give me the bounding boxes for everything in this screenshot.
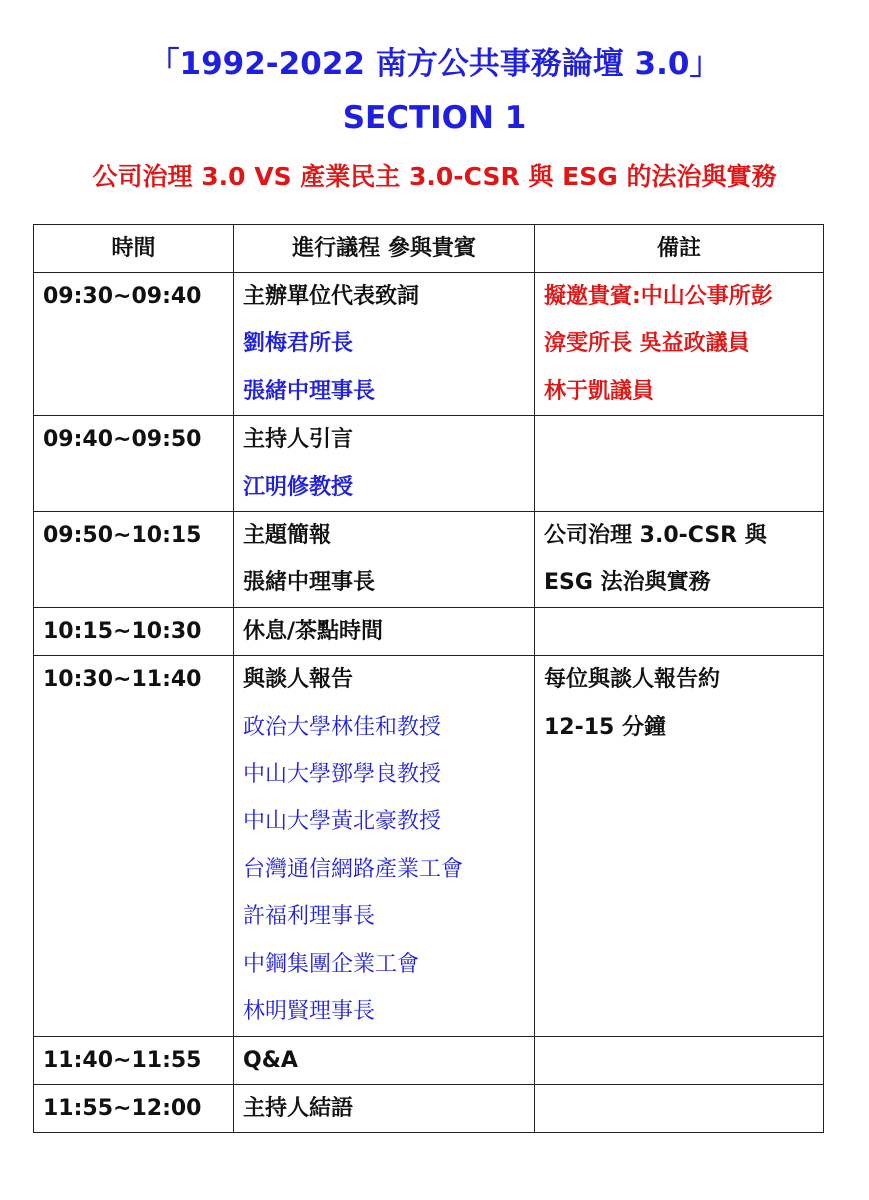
notes-cell: [535, 1036, 824, 1084]
column-header-time: 時間: [34, 225, 234, 273]
time-cell: [34, 1084, 234, 1132]
agenda-cell: [234, 273, 535, 416]
table-row: [34, 607, 824, 655]
agenda-table: [33, 224, 824, 1133]
note-text: 渰雯所長 吳益政議員: [544, 331, 750, 357]
notes-cell: [535, 656, 824, 1036]
panelist-name: 中山大學黃北豪教授: [243, 809, 442, 835]
note-text: 每位與談人報告約: [544, 667, 721, 693]
note-text: ESG 法治與實務: [544, 570, 711, 596]
note-text: 公司治理 3.0-CSR 與: [544, 523, 767, 549]
agenda-cell: [234, 512, 535, 608]
agenda-item: 休息/茶點時間: [243, 618, 384, 644]
note-text: 林于凱議員: [544, 378, 655, 404]
agenda-item: 主題簡報: [243, 523, 332, 549]
guest-name: 張緒中理事長: [243, 570, 376, 596]
note-text: 12-15 分鐘: [544, 714, 667, 740]
section-label: SECTION 1: [342, 100, 527, 136]
guest-name: 張緒中理事長: [243, 378, 376, 404]
table-row: [34, 273, 824, 416]
event-title: 「1992-2022 南方公共事務論壇 3.0」: [148, 46, 721, 82]
table-row: [34, 1084, 824, 1132]
column-header-notes: 備註: [535, 225, 824, 273]
panelist-name: 台灣通信網路產業工會: [243, 856, 464, 882]
agenda-cell: [234, 656, 535, 1036]
guest-name: 劉梅君所長: [243, 331, 354, 357]
column-header-agenda: 進行議程 參與貴賓: [234, 225, 535, 273]
agenda-cell: [234, 1036, 535, 1084]
time-text: 09:50~10:15: [43, 523, 202, 549]
notes-cell: [535, 416, 824, 512]
time-cell: [34, 273, 234, 416]
time-cell: [34, 656, 234, 1036]
note-text: 擬邀貴賓:中山公事所彭: [544, 284, 773, 309]
agenda-item: 主辦單位代表致詞: [243, 284, 420, 309]
time-text: 11:40~11:55: [43, 1047, 202, 1073]
panelist-name: 政治大學林佳和教授: [243, 714, 442, 740]
time-cell: [34, 416, 234, 512]
header-row: [34, 225, 824, 273]
agenda-item: 主持人引言: [243, 427, 354, 453]
notes-cell: [535, 1084, 824, 1132]
time-text: 10:15~10:30: [43, 618, 202, 644]
table-row: [34, 512, 824, 608]
table-row: [34, 1036, 824, 1084]
time-text: 11:55~12:00: [43, 1095, 202, 1121]
agenda-item: 主持人結語: [243, 1095, 354, 1121]
time-cell: [34, 607, 234, 655]
time-text: 09:30~09:40: [43, 284, 202, 309]
notes-cell: [535, 607, 824, 655]
time-cell: [34, 1036, 234, 1084]
table-row: [34, 416, 824, 512]
agenda-item: 與談人報告: [243, 667, 354, 693]
notes-cell: [535, 512, 824, 608]
time-cell: [34, 512, 234, 608]
panelist-name: 許福利理事長: [243, 904, 376, 930]
agenda-cell: [234, 607, 535, 655]
agenda-cell: [234, 416, 535, 512]
session-topic: 公司治理 3.0 VS 產業民主 3.0-CSR 與 ESG 的法治與實務: [92, 162, 777, 191]
panelist-name: 中山大學鄧學良教授: [243, 762, 442, 788]
agenda-cell: [234, 1084, 535, 1132]
agenda-item: Q&A: [243, 1047, 298, 1073]
guest-name: 江明修教授: [243, 474, 354, 500]
time-text: 09:40~09:50: [43, 427, 202, 453]
notes-cell: [535, 273, 824, 416]
time-text: 10:30~11:40: [43, 667, 202, 693]
panelist-name: 中鋼集團企業工會: [243, 951, 420, 977]
panelist-name: 林明賢理事長: [243, 999, 376, 1025]
table-row: [34, 656, 824, 1036]
